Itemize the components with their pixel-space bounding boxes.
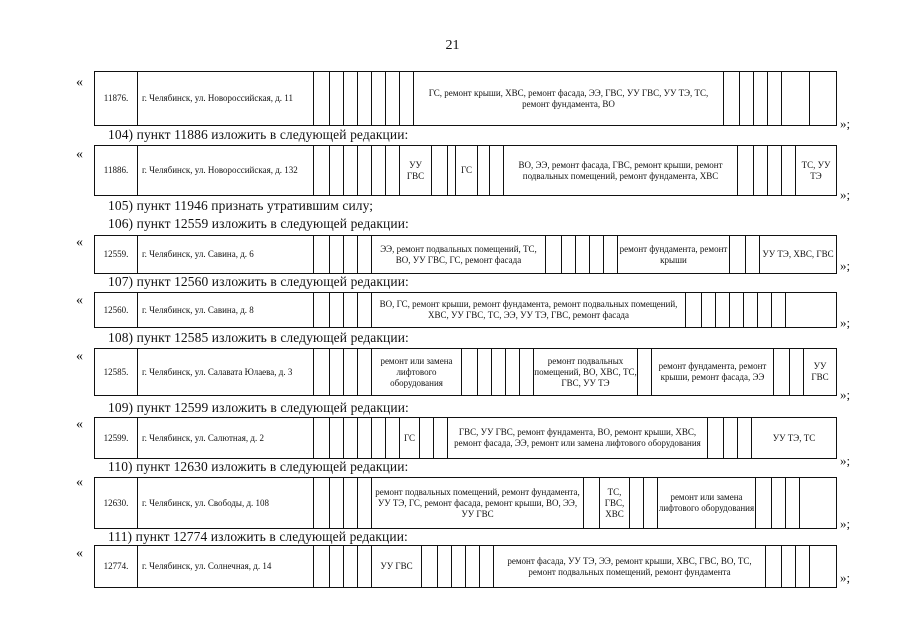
- page-number: 21: [445, 38, 460, 53]
- empty-cell: [707, 418, 723, 458]
- row-address: г. Челябинск, ул. Савина, д. 6: [137, 236, 313, 273]
- empty-cell: [329, 418, 343, 458]
- empty-cell: [357, 293, 371, 327]
- empty-cell: [583, 478, 599, 528]
- works-cell: ремонт подвальных помещений, ВО, ХВС, ТС, ГВС, УУ ТЭ: [533, 349, 637, 395]
- instruction-107: 107) пункт 12560 изложить в следующей редакции:: [108, 274, 409, 289]
- works-cell: ТС, УУ ТЭ: [795, 146, 836, 195]
- empty-cell: [399, 72, 413, 125]
- empty-cell: [357, 146, 371, 195]
- empty-cell: [771, 293, 785, 327]
- works-cell: УУ ТЭ, ТС: [751, 418, 836, 458]
- row-number: 12630.: [103, 497, 129, 508]
- close-quote: »;: [840, 387, 851, 402]
- works-cell: УУ ТЭ, ХВС, ГВС: [759, 236, 836, 273]
- close-quote: »;: [840, 453, 851, 468]
- empty-cell: [329, 236, 343, 273]
- empty-cell: [313, 72, 329, 125]
- row-address: г. Челябинск, ул. Салютная, д. 2: [137, 418, 313, 458]
- empty-cell: [447, 146, 455, 195]
- works-cell: УУ ГВС: [803, 349, 836, 395]
- empty-cell: [795, 546, 809, 587]
- empty-cell: [465, 546, 479, 587]
- empty-cell: [479, 546, 493, 587]
- empty-cell: [755, 478, 771, 528]
- instruction-104: 104) пункт 11886 изложить в следующей редакции:: [108, 127, 409, 142]
- table-row: [94, 235, 837, 274]
- empty-cell: [421, 546, 437, 587]
- empty-cell: [745, 236, 759, 273]
- empty-cell: [313, 418, 329, 458]
- empty-cell: [477, 349, 491, 395]
- row-number: 11886.: [103, 165, 129, 175]
- instruction-106: 106) пункт 12559 изложить в следующей редакции:: [108, 216, 409, 231]
- table-row: [94, 145, 837, 196]
- empty-cell: [729, 236, 745, 273]
- instruction-110: 110) пункт 12630 изложить в следующей редакции:: [108, 459, 409, 474]
- empty-cell: [809, 72, 836, 125]
- empty-cell: [701, 293, 715, 327]
- empty-cell: [385, 72, 399, 125]
- empty-cell: [629, 478, 643, 528]
- empty-cell: [385, 146, 399, 195]
- open-quote: «: [76, 417, 83, 432]
- works-cell: УУ ГВС: [399, 146, 431, 195]
- close-quote: »;: [840, 570, 851, 585]
- empty-cell: [343, 236, 357, 273]
- instruction-108: 108) пункт 12585 изложить в следующей редакции:: [108, 330, 409, 345]
- table-row: [94, 71, 837, 126]
- empty-cell: [431, 146, 447, 195]
- empty-cell: [489, 146, 503, 195]
- empty-cell: [329, 293, 343, 327]
- close-quote: »;: [840, 516, 851, 531]
- empty-cell: [313, 293, 329, 327]
- row-number: 11876.: [103, 93, 129, 103]
- empty-cell: [637, 349, 651, 395]
- empty-cell: [313, 236, 329, 273]
- empty-cell: [767, 72, 781, 125]
- works-cell: ремонт фундамента, ремонт крыши, ремонт фасада, ЭЭ: [651, 349, 773, 395]
- empty-cell: [371, 72, 385, 125]
- works-cell: ГС: [455, 146, 477, 195]
- empty-cell: [357, 546, 371, 587]
- empty-cell: [545, 236, 561, 273]
- empty-cell: [757, 293, 771, 327]
- empty-cell: [789, 349, 803, 395]
- empty-cell: [743, 293, 757, 327]
- empty-cell: [643, 478, 657, 528]
- works-cell: ремонт или замена лифтового оборудования: [371, 349, 461, 395]
- works-cell: ремонт фасада, УУ ТЭ, ЭЭ, ремонт крыши, ХВС, ГВС, ВО, ТС, ремонт подвальных помещений, ремонт фундамента: [493, 546, 765, 587]
- close-quote: »;: [840, 187, 851, 202]
- row-address: г. Челябинск, ул. Новороссийская, д. 11: [137, 72, 313, 125]
- open-quote: «: [76, 235, 83, 250]
- empty-cell: [371, 146, 385, 195]
- empty-cell: [799, 478, 836, 528]
- empty-cell: [519, 349, 533, 395]
- open-quote: «: [76, 546, 83, 561]
- empty-cell: [781, 546, 795, 587]
- empty-cell: [329, 478, 343, 528]
- empty-cell: [771, 478, 785, 528]
- empty-cell: [737, 418, 751, 458]
- table-row: [94, 348, 837, 396]
- empty-cell: [723, 418, 737, 458]
- empty-cell: [357, 236, 371, 273]
- row-address: г. Челябинск, ул. Свободы, д. 108: [137, 478, 313, 528]
- empty-cell: [313, 478, 329, 528]
- row-number: 12560.: [103, 304, 129, 315]
- empty-cell: [477, 146, 489, 195]
- row-address: г. Челябинск, ул. Савина, д. 8: [137, 293, 313, 327]
- open-quote: «: [76, 475, 83, 490]
- open-quote: «: [76, 293, 83, 308]
- empty-cell: [491, 349, 505, 395]
- works-cell: ВО, ГС, ремонт крыши, ремонт фундамента, ремонт подвальных помещений, ХВС, УУ ГВС, ТС, ЭЭ, УУ ТЭ, ГВС, ремонт фасада: [371, 293, 685, 327]
- empty-cell: [765, 546, 781, 587]
- works-cell: ГВС, УУ ГВС, ремонт фундамента, ВО, ремонт крыши, ХВС, ремонт фасада, ЭЭ, ремонт или замена лифтового оборудования: [447, 418, 707, 458]
- row-address: г. Челябинск, ул. Салавата Юлаева, д. 3: [137, 349, 313, 395]
- works-cell: ГС, ремонт крыши, ХВС, ремонт фасада, ЭЭ, ГВС, УУ ГВС, УУ ТЭ, ТС, ремонт фундамента, ВО: [413, 72, 723, 125]
- works-cell: ТС, ГВС, ХВС: [599, 478, 629, 528]
- empty-cell: [343, 418, 357, 458]
- empty-cell: [313, 349, 329, 395]
- empty-cell: [715, 293, 729, 327]
- empty-cell: [343, 478, 357, 528]
- empty-cell: [343, 293, 357, 327]
- empty-cell: [589, 236, 603, 273]
- empty-cell: [561, 236, 575, 273]
- empty-cell: [781, 72, 809, 125]
- empty-cell: [371, 418, 385, 458]
- works-cell: ремонт или замена лифтового оборудования: [657, 478, 755, 528]
- table-row: [94, 292, 837, 328]
- empty-cell: [343, 349, 357, 395]
- empty-cell: [343, 146, 357, 195]
- empty-cell: [357, 478, 371, 528]
- empty-cell: [357, 72, 371, 125]
- table-row: [94, 545, 837, 588]
- close-quote: »;: [840, 258, 851, 273]
- open-quote: «: [76, 75, 83, 90]
- empty-cell: [329, 349, 343, 395]
- empty-cell: [313, 146, 329, 195]
- empty-cell: [313, 546, 329, 587]
- empty-cell: [737, 146, 753, 195]
- empty-cell: [329, 72, 343, 125]
- instruction-105: 105) пункт 11946 признать утратившим силу;: [108, 198, 374, 213]
- works-cell: ремонт фундамента, ремонт крыши: [617, 236, 729, 273]
- empty-cell: [603, 236, 617, 273]
- works-cell: ЭЭ, ремонт подвальных помещений, ТС, ВО, УУ ГВС, ГС, ремонт фасада: [371, 236, 545, 273]
- row-address: г. Челябинск, ул. Солнечная, д. 14: [137, 546, 313, 587]
- empty-cell: [419, 418, 433, 458]
- empty-cell: [451, 546, 465, 587]
- empty-cell: [723, 72, 739, 125]
- empty-cell: [729, 293, 743, 327]
- row-number: 12585.: [103, 366, 129, 377]
- empty-cell: [357, 349, 371, 395]
- open-quote: «: [76, 349, 83, 364]
- works-cell: УУ ГВС: [371, 546, 421, 587]
- empty-cell: [785, 293, 836, 327]
- empty-cell: [329, 146, 343, 195]
- empty-cell: [437, 546, 451, 587]
- empty-cell: [753, 146, 767, 195]
- row-address: г. Челябинск, ул. Новороссийская, д. 132: [137, 146, 313, 195]
- empty-cell: [785, 478, 799, 528]
- works-cell: ВО, ЭЭ, ремонт фасада, ГВС, ремонт крыши, ремонт подвальных помещений, ремонт фундамента, ХВС: [503, 146, 737, 195]
- empty-cell: [685, 293, 701, 327]
- empty-cell: [343, 72, 357, 125]
- instruction-109: 109) пункт 12599 изложить в следующей редакции:: [108, 400, 409, 415]
- empty-cell: [773, 349, 789, 395]
- empty-cell: [505, 349, 519, 395]
- empty-cell: [575, 236, 589, 273]
- works-cell: ГС: [399, 418, 419, 458]
- row-number: 12559.: [103, 249, 129, 259]
- empty-cell: [809, 546, 836, 587]
- open-quote: «: [76, 147, 83, 162]
- close-quote: »;: [840, 116, 851, 131]
- empty-cell: [461, 349, 477, 395]
- row-number: 12599.: [103, 432, 129, 443]
- empty-cell: [433, 418, 447, 458]
- empty-cell: [357, 418, 371, 458]
- table-row: [94, 417, 837, 459]
- empty-cell: [329, 546, 343, 587]
- empty-cell: [781, 146, 795, 195]
- instruction-111: 111) пункт 12774 изложить в следующей редакции:: [108, 529, 408, 544]
- empty-cell: [753, 72, 767, 125]
- empty-cell: [385, 418, 399, 458]
- empty-cell: [343, 546, 357, 587]
- table-row: [94, 477, 837, 529]
- empty-cell: [739, 72, 753, 125]
- close-quote: »;: [840, 315, 851, 330]
- row-number: 12774.: [103, 561, 129, 571]
- empty-cell: [767, 146, 781, 195]
- works-cell: ремонт подвальных помещений, ремонт фундамента, УУ ТЭ, ГС, ремонт фасада, ремонт крыши, ВО, ЭЭ, УУ ГВС: [371, 478, 583, 528]
